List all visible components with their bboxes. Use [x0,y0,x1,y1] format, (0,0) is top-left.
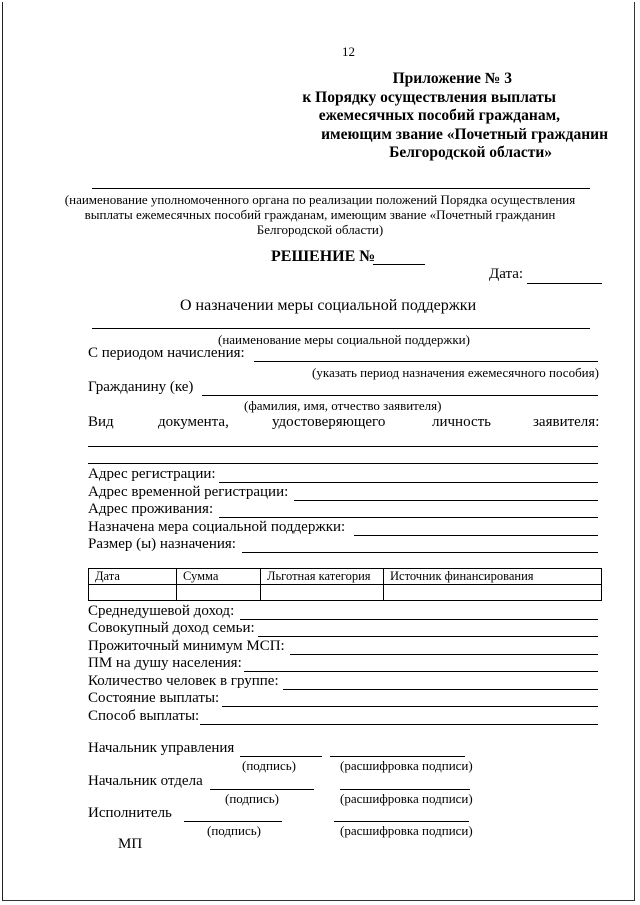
organ-caption-3: Белгородской области) [256,222,384,237]
group-count-label: Количество человек в группе: [88,673,279,689]
table-header-row [89,569,602,585]
temp-address-line[interactable] [294,500,598,501]
doc-word-4: личность [432,414,492,430]
period-label: С периодом начисления: [88,345,245,361]
measure-caption: (наименование меры социальной поддержки) [218,332,470,347]
head-section-decode-caption: (расшифровка подписи) [340,791,473,806]
payment-table [88,568,602,601]
family-income-line[interactable] [258,636,598,637]
citizen-caption: (фамилия, имя, отчество заявителя) [244,398,442,413]
reg-address-line[interactable] [219,482,598,483]
temp-address-label: Адрес временной регистрации: [88,484,289,500]
citizen-line[interactable] [202,395,598,396]
appendix-line-1: к Порядку осуществления выплаты [302,89,556,106]
assigned-line[interactable] [354,535,598,536]
executor-decode-caption: (расшифровка подписи) [340,823,473,838]
pm-per-capita-label: ПМ на душу населения: [88,655,242,671]
doc-word-3: удостоверяющего [272,414,386,430]
period-caption: (указать период назначения ежемесячного пособия) [312,365,599,380]
table-row [89,585,602,601]
doc-line-2[interactable] [88,463,598,464]
appendix-line-4: Белгородской области» [389,144,552,161]
assigned-label: Назначена мера социальной поддержки: [88,519,346,535]
executor-signature-line[interactable] [184,821,282,822]
decision-subject: О назначении меры социальной поддержки [180,297,477,314]
head-section-label: Начальник отдела [88,773,203,789]
head-department-decode-line[interactable] [330,756,465,757]
appendix-line-3: имеющим звание «Почетный гражданин [321,126,608,143]
reg-address-label: Адрес регистрации: [88,466,216,482]
date-label: Дата: [489,266,524,282]
table-header-source: Источник финансирования [384,569,602,585]
organ-name-line[interactable] [92,188,590,189]
pm-per-capita-line[interactable] [244,671,598,672]
table-cell[interactable] [177,585,261,601]
head-department-label: Начальник управления [88,740,235,756]
appendix-line-2: ежемесячных пособий гражданам, [318,107,560,124]
family-income-label: Совокупный доход семьи: [88,620,255,636]
group-count-line[interactable] [283,689,598,690]
executor-decode-line[interactable] [334,821,469,822]
amount-line[interactable] [242,552,598,553]
amount-label: Размер (ы) назначения: [88,536,236,552]
subsistence-line[interactable] [290,654,598,655]
doc-word-5: заявителя: [533,414,600,430]
organ-caption-1: (наименование уполномоченного органа по реализации положений Порядка осуществления [64,192,576,207]
head-section-signature-caption: (подпись) [225,791,279,806]
doc-word-1: Вид [88,414,114,430]
payment-method-label: Способ выплаты: [88,708,200,724]
doc-line-1[interactable] [88,446,598,447]
page-number: 12 [342,44,355,59]
head-section-decode-line[interactable] [340,789,470,790]
table-cell[interactable] [261,585,384,601]
citizen-label: Гражданину (ке) [88,379,194,395]
payment-status-label: Состояние выплаты: [88,690,220,706]
live-address-line[interactable] [219,517,598,518]
decision-number-line[interactable] [373,264,425,265]
subsistence-label: Прожиточный минимум МСП: [88,638,285,654]
table-cell[interactable] [384,585,602,601]
avg-income-line[interactable] [240,619,598,620]
head-department-decode-caption: (расшифровка подписи) [340,758,473,773]
live-address-label: Адрес проживания: [88,501,214,517]
head-department-signature-line[interactable] [240,756,322,757]
period-line[interactable] [254,361,598,362]
avg-income-label: Среднедушевой доход: [88,603,235,619]
doc-word-2: документа, [158,414,229,430]
head-department-signature-caption: (подпись) [242,758,296,773]
date-line[interactable] [527,283,602,284]
organ-caption-2: выплаты ежемесячных пособий гражданам, имеющим звание «Почетный гражданин [84,207,556,222]
payment-method-line[interactable] [200,724,598,725]
table-cell[interactable] [89,585,177,601]
decision-title: РЕШЕНИЕ № [271,248,376,265]
executor-signature-caption: (подпись) [207,823,261,838]
appendix-title: Приложение № 3 [392,70,512,87]
executor-label: Исполнитель [88,805,172,821]
head-section-signature-line[interactable] [210,789,314,790]
table-header-date: Дата [89,569,177,585]
table-header-category: Льготная категория [261,569,384,585]
stamp-placeholder: МП [118,836,143,852]
table-header-sum: Сумма [177,569,261,585]
payment-status-line[interactable] [222,706,598,707]
measure-line[interactable] [92,328,590,329]
